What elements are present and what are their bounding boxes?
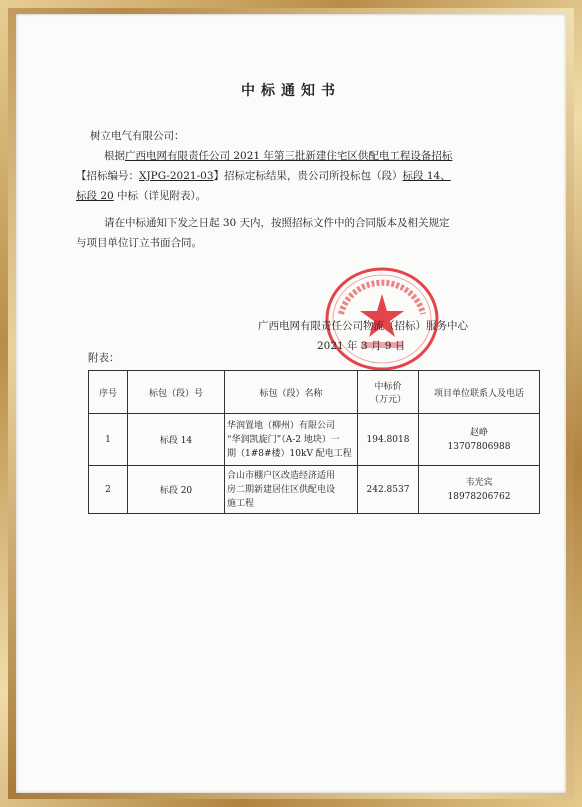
header-contact: 项目单位联系人及电话 bbox=[419, 371, 540, 414]
paragraph-2-line-1: 请在中标通知下发之日起 30 天内，按照招标文件中的合同版本及相关规定 bbox=[104, 217, 450, 229]
attachment-label: 附表： bbox=[88, 352, 120, 364]
document-title: 中标通知书 bbox=[241, 83, 341, 99]
row-1-contact: 赵峥 13707806988 bbox=[419, 414, 540, 466]
issue-date: 2021 年 3 月 9 日 bbox=[317, 340, 406, 352]
bid-number: XJPG-2021-03 bbox=[139, 170, 214, 182]
paragraph-1-line-2: 【招标编号：XJPG-2021-03】招标定标结果，贵公司所投标包（段）标段 14、 bbox=[76, 170, 451, 182]
table-row: 2 标段 20 合山市棚户区改造经济适用 房二期新建居住区供配电设 施工程 242.8537 韦光宾 18978206762 bbox=[89, 466, 540, 514]
header-price: 中标价 （万元） bbox=[358, 371, 419, 414]
paragraph-1-line-1: 根据广西电网有限责任公司 2021 年第三批新建住宅区供配电工程设备招标 bbox=[104, 150, 453, 162]
paragraph-2-line-2: 与项目单位订立书面合同。 bbox=[76, 237, 202, 249]
issuer-org: 广西电网有限责任公司物流（招标）服务中心 bbox=[258, 320, 468, 332]
award-table bbox=[88, 370, 540, 514]
row-2-name: 合山市棚户区改造经济适用 房二期新建居住区供配电设 施工程 bbox=[225, 466, 358, 514]
lot-14: 标段 14、 bbox=[402, 170, 451, 182]
header-lot: 标包（段）号 bbox=[128, 371, 225, 414]
document-page bbox=[16, 14, 566, 793]
paragraph-1-line-3: 标段 20 中标（详见附表）。 bbox=[76, 190, 207, 202]
tender-project: 2021 年第三批新建住宅区供配电工程设备招标 bbox=[230, 150, 453, 162]
tender-org: 广西电网有限责任公司 bbox=[125, 150, 230, 162]
header-name: 标包（段）名称 bbox=[225, 371, 358, 414]
header-no: 序号 bbox=[89, 371, 128, 414]
row-1-name: 华润置地（柳州）有限公司 “华润凯旋门”（A-2 地块）一 期（1#8#楼）10kV 配电工程 bbox=[225, 414, 358, 466]
table-row: 1 标段 14 华润置地（柳州）有限公司 “华润凯旋门”（A-2 地块）一 期（1#8#楼）10kV 配电工程 194.8018 赵峥 13707806988 bbox=[89, 414, 540, 466]
lot-20: 标段 20 bbox=[76, 190, 114, 202]
addressee: 树立电气有限公司： bbox=[90, 130, 185, 142]
row-2-contact: 韦光宾 18978206762 bbox=[419, 466, 540, 514]
table-header-row bbox=[89, 371, 540, 414]
